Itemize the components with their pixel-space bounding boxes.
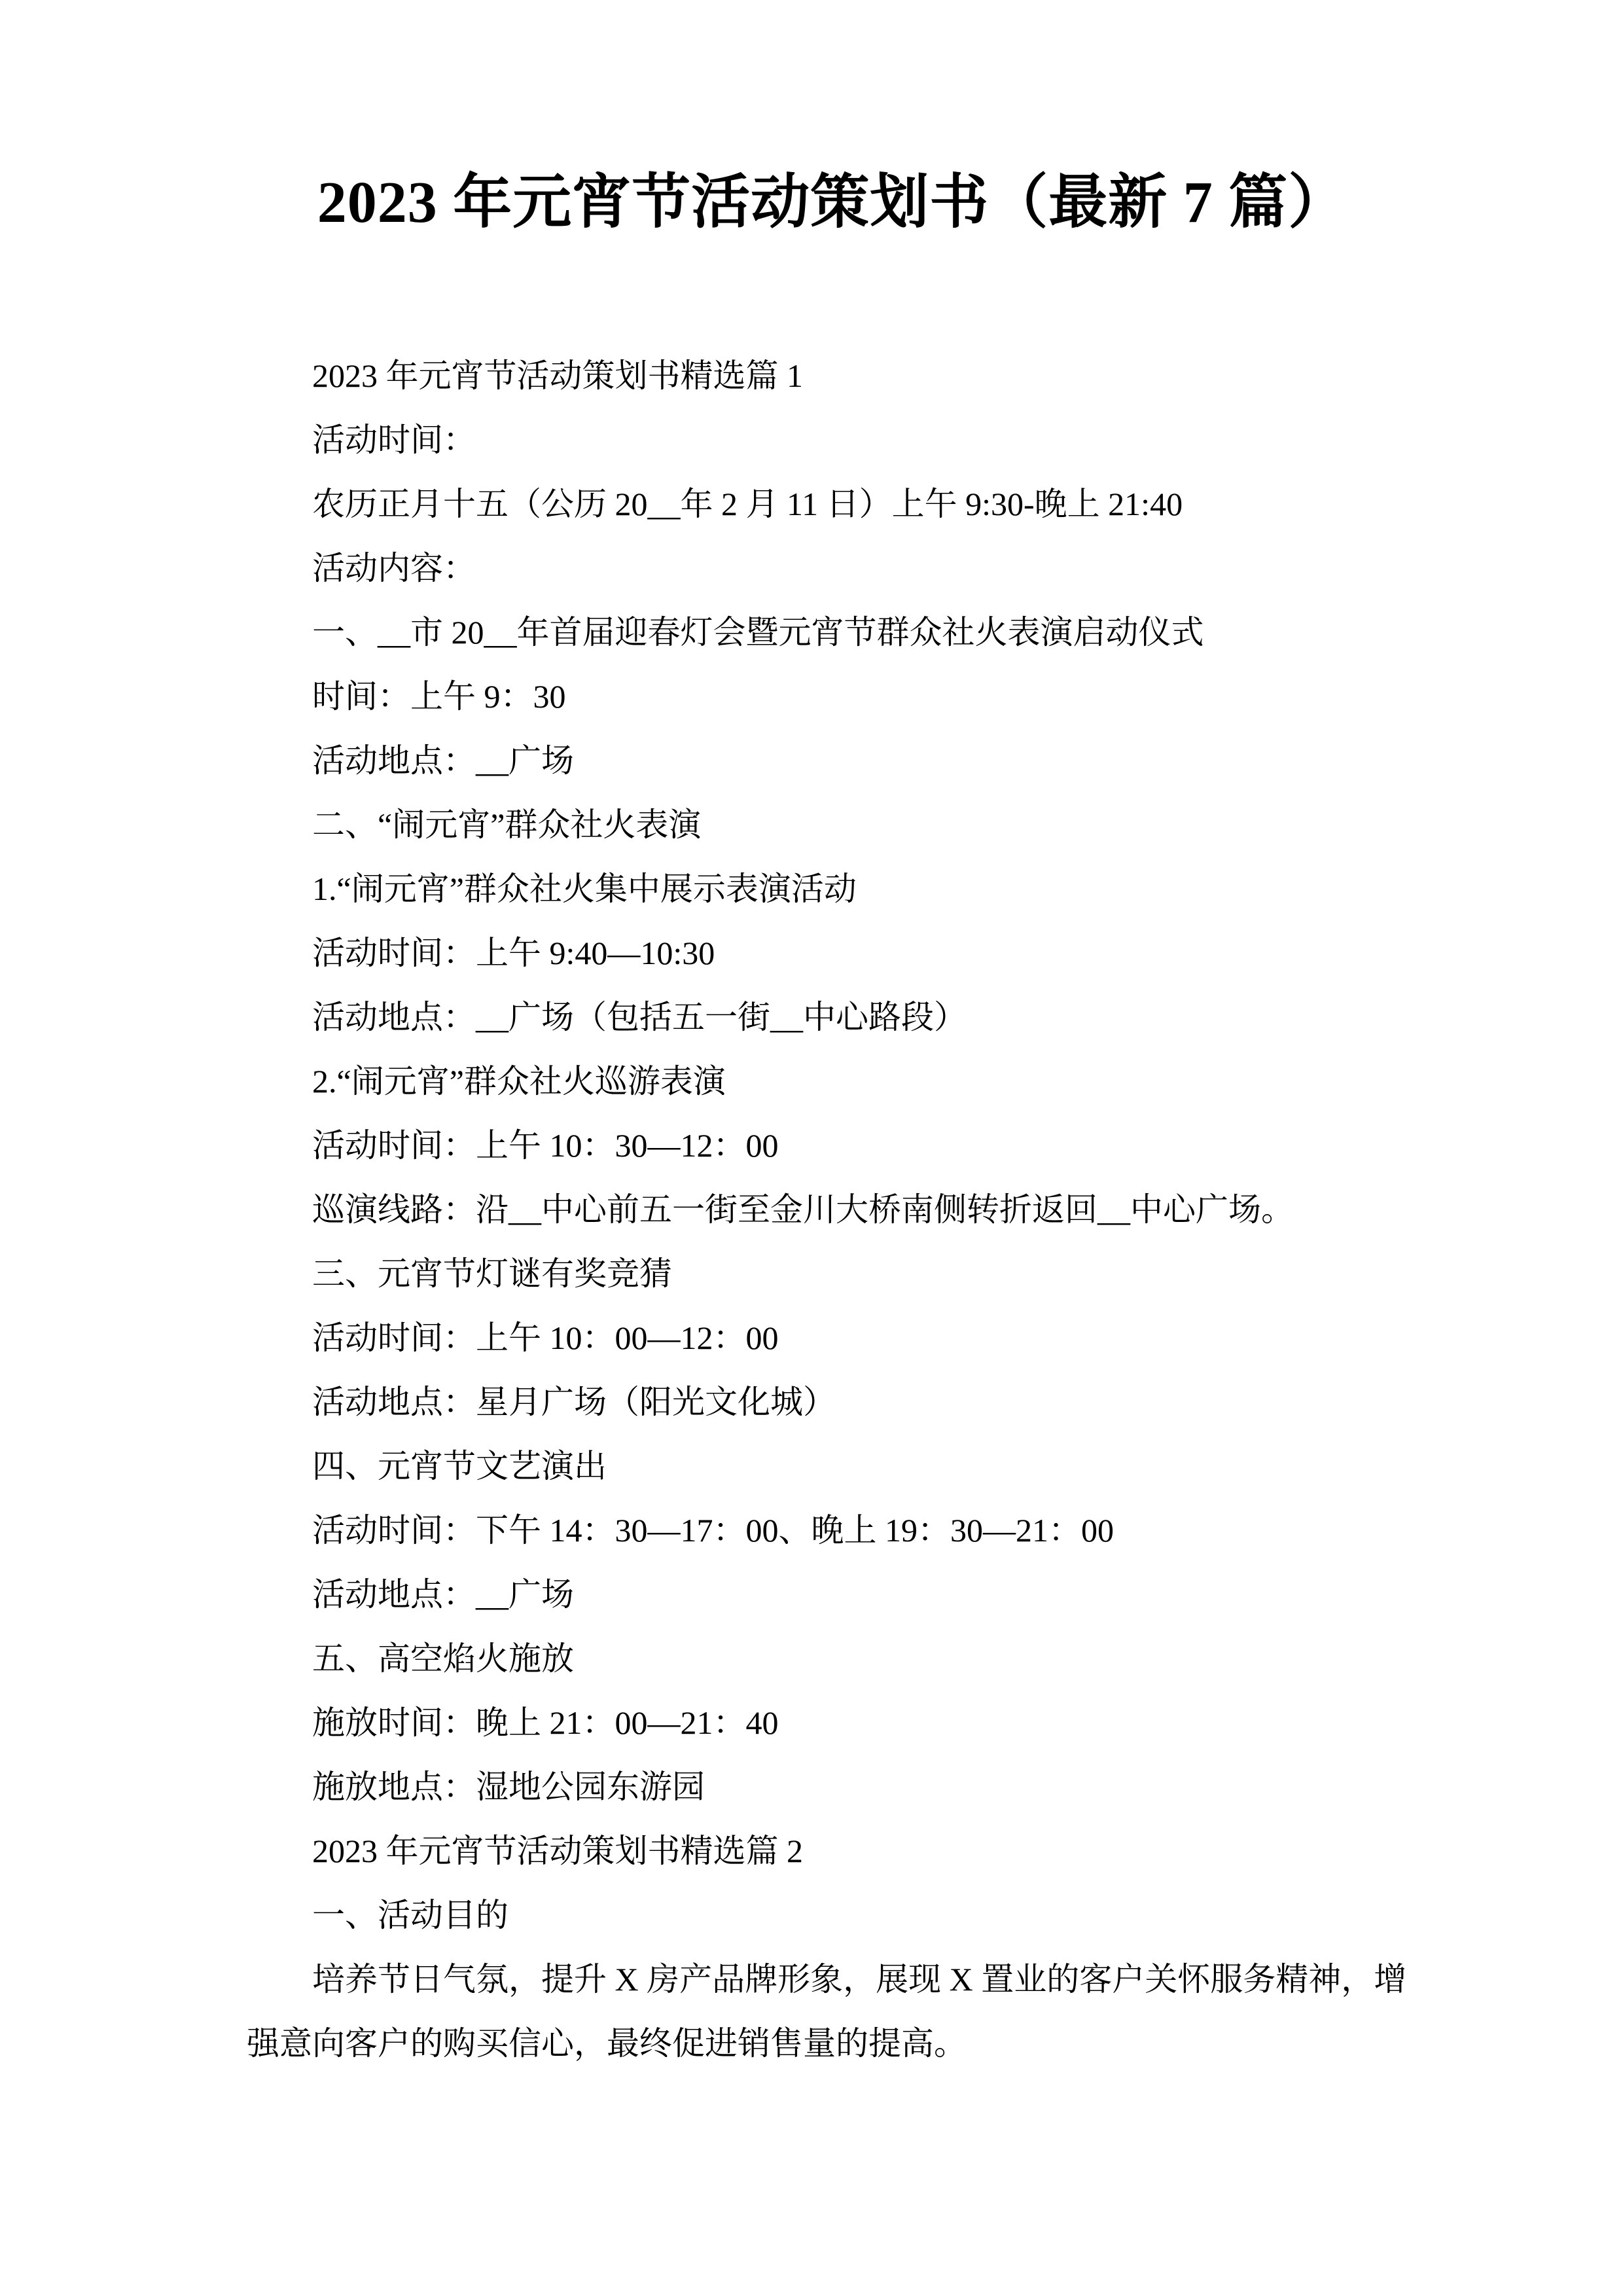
paragraph-item-2-sub2-route: 巡演线路：沿__中心前五一街至金川大桥南侧转折返回__中心广场。 xyxy=(312,1191,1294,1228)
paragraph-section2-purpose-label: 一、活动目的 xyxy=(312,1897,508,1933)
paragraph-item-2-sub2-title: 2.“闹元宵”群众社火巡游表演 xyxy=(312,1063,726,1100)
paragraph-item-5-time: 施放时间：晚上 21：00—21：40 xyxy=(312,1704,779,1741)
paragraph-section1-heading: 2023 年元宵节活动策划书精选篇 1 xyxy=(312,357,803,394)
paragraph-item-2-sub1-time: 活动时间：上午 9:40—10:30 xyxy=(312,935,715,971)
paragraph-section2-heading: 2023 年元宵节活动策划书精选篇 2 xyxy=(312,1833,803,1869)
paragraph-item-3-title: 三、元宵节灯谜有奖竞猜 xyxy=(312,1255,672,1292)
paragraph-item-3-time: 活动时间：上午 10：00—12：00 xyxy=(312,1319,779,1356)
paragraph-item-4-time: 活动时间：下午 14：30—17：00、晚上 19：30—21：00 xyxy=(312,1512,1114,1549)
document-body xyxy=(247,344,1418,2075)
paragraph-item-1-title: 一、__市 20__年首届迎春灯会暨元宵节群众社火表演启动仪式 xyxy=(312,614,1204,651)
paragraph-item-4-title: 四、元宵节文艺演出 xyxy=(312,1448,607,1484)
paragraph-item-1-time: 时间：上午 9：30 xyxy=(312,678,566,715)
document-title: 2023 年元宵节活动策划书（最新 7 篇） xyxy=(317,170,1348,235)
paragraph-item-2-sub2-time: 活动时间：上午 10：30—12：00 xyxy=(312,1127,779,1164)
paragraph-item-2-title: 二、“闹元宵”群众社火表演 xyxy=(312,806,702,843)
paragraph-item-2-sub1-title: 1.“闹元宵”群众社火集中展示表演活动 xyxy=(312,870,857,907)
paragraph-activity-time-label: 活动时间： xyxy=(312,422,476,458)
paragraph-item-5-title: 五、高空焰火施放 xyxy=(312,1640,574,1677)
paragraph-section2-purpose-text: 培养节日气氛，提升 X 房产品牌形象，展现 X 置业的客户关怀服务精神，增强意向客户的购买信心，最终促进销售量的提高。 xyxy=(247,1961,1407,2062)
paragraph-item-3-location: 活动地点：星月广场（阳光文化城） xyxy=(312,1384,836,1420)
paragraph-item-4-location: 活动地点：__广场 xyxy=(312,1576,574,1613)
paragraph-activity-content-label: 活动内容： xyxy=(312,550,476,586)
paragraph-item-2-sub1-location: 活动地点：__广场（包括五一街__中心路段） xyxy=(312,999,967,1035)
paragraph-activity-date: 农历正月十五（公历 20__年 2 月 11 日）上午 9:30-晚上 21:40 xyxy=(312,486,1183,522)
paragraph-item-5-location: 施放地点：湿地公园东游园 xyxy=(312,1768,705,1805)
paragraph-item-1-location: 活动地点：__广场 xyxy=(312,742,574,779)
